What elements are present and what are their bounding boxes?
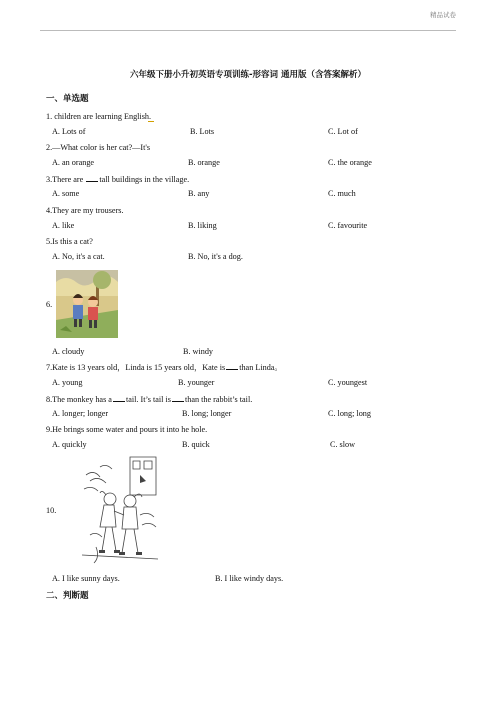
header-tag: 精品试卷	[430, 12, 456, 19]
q8-option-b[interactable]: B. long; longer	[182, 409, 232, 418]
question-10: 10.	[46, 506, 57, 515]
section-heading-1: 一、单选题	[46, 94, 89, 104]
q10-windy-sketch	[80, 455, 160, 565]
q4-option-b[interactable]: B. liking	[188, 221, 217, 230]
decorative-dash	[148, 121, 154, 122]
q7-option-b[interactable]: B. younger	[178, 378, 215, 387]
q3-option-c[interactable]: C. much	[328, 189, 356, 198]
q4-option-a[interactable]: A. like	[52, 221, 75, 230]
q5-option-b[interactable]: B. No, it's a dog.	[188, 252, 243, 261]
q2-option-a[interactable]: A. an orange	[52, 158, 95, 167]
page-title: 六年级下册小升初英语专项训练-形容词 通用版（含答案解析）	[130, 70, 366, 80]
q1-option-c[interactable]: C. Lot of	[328, 127, 358, 136]
q7-stem-start: 7.Kate is 13 years old，Linda is 15 years old，Kate is	[46, 363, 226, 372]
q8-option-c[interactable]: C. long; long	[328, 409, 371, 418]
q9-option-b[interactable]: B. quick	[182, 440, 210, 449]
q7-option-c[interactable]: C. youngest	[328, 378, 368, 387]
q1-option-a[interactable]: A. Lots of	[52, 127, 86, 136]
q9-option-a[interactable]: A. quickly	[52, 440, 87, 449]
question-5: 5.Is this a cat?	[46, 237, 93, 246]
q3-blank	[86, 174, 98, 182]
q10-option-a[interactable]: A. I like sunny days.	[52, 574, 120, 583]
q3-option-b[interactable]: B. any	[188, 189, 210, 198]
q2-option-c[interactable]: C. the orange	[328, 158, 372, 167]
q8-stem-end: than the rabbit’s tail.	[184, 395, 253, 404]
q8-stem-start: 8.The monkey has a	[46, 395, 112, 404]
section-heading-2: 二、判断题	[46, 591, 89, 601]
q7-option-a[interactable]: A. young	[52, 378, 83, 387]
q8-option-a[interactable]: A. longer; longer	[52, 409, 109, 418]
q3-stem-end: tall buildings in the village.	[99, 175, 190, 184]
q6-cloudy-picture	[56, 270, 118, 338]
q3-option-a[interactable]: A. some	[52, 189, 80, 198]
q8-blank-1	[113, 394, 125, 402]
q6-option-a[interactable]: A. cloudy	[52, 347, 85, 356]
q2-option-b[interactable]: B. orange	[188, 158, 220, 167]
question-8	[46, 394, 252, 404]
question-7	[46, 362, 283, 373]
question-6: 6.	[46, 300, 53, 309]
q10-option-b[interactable]: B. I like windy days.	[215, 574, 284, 583]
q6-option-b[interactable]: B. windy	[183, 347, 214, 356]
question-9: 9.He brings some water and pours it into he hole.	[46, 425, 208, 434]
question-1: 1. children are learning English.	[46, 112, 152, 121]
q1-option-b[interactable]: B. Lots	[190, 127, 215, 136]
q9-option-c[interactable]: C. slow	[330, 440, 356, 449]
q4-option-c[interactable]: C. favourite	[328, 221, 368, 230]
question-4: 4.They are my trousers.	[46, 206, 124, 215]
question-2: 2.—What color is her cat?—It's	[46, 143, 151, 152]
q3-stem-start: 3.There are	[46, 175, 86, 184]
header-divider	[40, 30, 456, 31]
question-3	[46, 174, 189, 184]
q7-blank	[226, 362, 238, 370]
q5-option-a[interactable]: A. No, it's a cat.	[52, 252, 105, 261]
q8-stem-mid: tail. It’s tail is	[125, 395, 171, 404]
q8-blank-2	[172, 394, 184, 402]
q7-stem-end: than Linda。	[239, 363, 283, 372]
